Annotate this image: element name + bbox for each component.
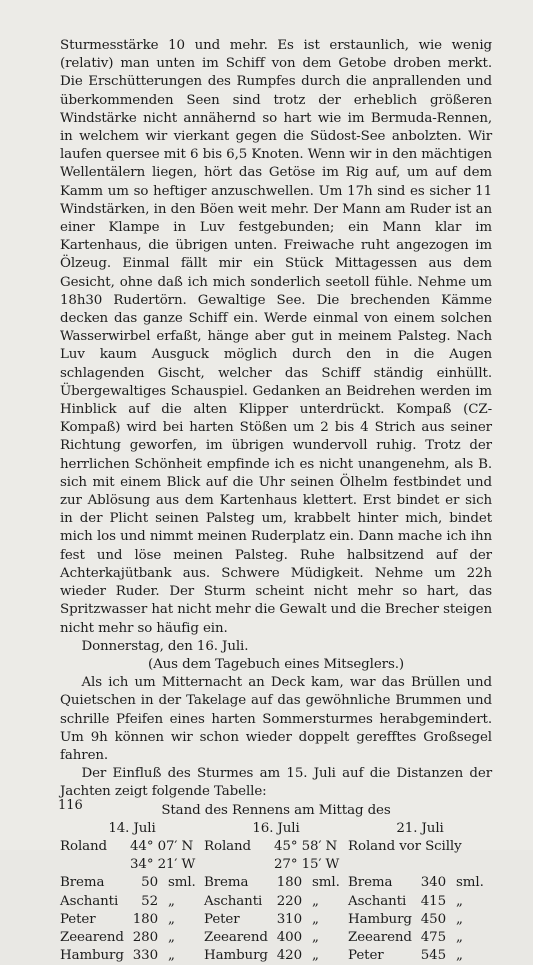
distance-unit: „ [456, 948, 463, 964]
yacht-name: Hamburg [60, 948, 124, 964]
distance-unit: sml. [312, 875, 340, 891]
distance-unit: „ [456, 893, 463, 909]
yacht-name: Brema [204, 875, 249, 891]
leader-name: Roland [204, 838, 252, 854]
yacht-name: Zeearend [204, 929, 268, 945]
table-row [60, 929, 492, 947]
leader-name: Roland vor Scilly [348, 838, 462, 854]
table-row-longitude [60, 856, 492, 874]
yacht-distance: 420 [276, 948, 303, 964]
leader-longitude: 27° 15′ W [274, 857, 340, 873]
paragraph-midnight: Als ich um Mitternacht an Deck kam, war das Brüllen und Quietschen in der Takelage auf das gewöhnliche Brummen und schrille Pfeifen eines harten Sommersturmes herabgemindert. Um 9h können wir schon wieder doppelt gerefftes Großsegel fahren. [60, 675, 492, 763]
table-date: 21. Juli [396, 820, 444, 836]
yacht-name: Peter [348, 948, 384, 964]
yacht-distance: 450 [420, 911, 447, 927]
yacht-distance: 280 [132, 929, 158, 945]
table-row-leader [60, 838, 492, 856]
paragraph-table-intro: Der Einfluß des Sturmes am 15. Juli auf die Distanzen der Jachten zeigt folgende Tabelle: [60, 766, 492, 800]
yacht-name: Zeearend [348, 929, 412, 945]
yacht-distance: 310 [276, 911, 303, 927]
leader-latitude: 45° 58′ N [274, 838, 338, 854]
table-row [60, 874, 492, 892]
race-table-title: Stand des Rennens am Mittag des [161, 802, 391, 818]
page-text [60, 37, 492, 965]
yacht-name: Hamburg [348, 911, 412, 927]
yacht-name: Zeearend [60, 929, 124, 945]
yacht-name: Brema [348, 875, 393, 891]
table-date: 16. Juli [252, 820, 300, 836]
distance-unit: sml. [456, 875, 484, 891]
leader-latitude: 44° 07′ N [130, 838, 194, 854]
distance-unit: „ [312, 948, 319, 964]
yacht-distance: 545 [420, 948, 447, 964]
distance-unit: „ [312, 911, 319, 927]
yacht-distance: 180 [276, 875, 303, 891]
diary-reference: (Aus dem Tagebuch eines Mitseglers.) [147, 656, 405, 672]
date-line: Donnerstag, den 16. Juli. [81, 638, 249, 654]
table-date: 14. Juli [108, 820, 156, 836]
race-standings-table [60, 820, 492, 965]
yacht-name: Peter [204, 911, 240, 927]
yacht-distance: 330 [132, 948, 158, 964]
distance-unit: „ [168, 929, 175, 945]
yacht-name: Peter [60, 911, 96, 927]
distance-unit: „ [456, 911, 463, 927]
distance-unit: „ [168, 911, 175, 927]
yacht-distance: 180 [132, 911, 158, 927]
distance-unit: „ [312, 929, 319, 945]
page-number: 116 [58, 798, 83, 813]
yacht-name: Aschanti [60, 893, 119, 909]
yacht-name: Brema [60, 875, 105, 891]
leader-longitude: 34° 21′ W [130, 857, 196, 873]
table-row-dates [60, 820, 492, 838]
leader-name: Roland [60, 838, 108, 854]
yacht-name: Aschanti [204, 893, 263, 909]
distance-unit: „ [168, 893, 175, 909]
paragraph-storm-log: Sturmesstärke 10 und mehr. Es ist erstaunlich, wie wenig (relativ) man unten im Schiff von dem Getobe droben merkt. Die Erschütterungen des Rumpfes durch die anprallenden und überkommenden Seen sind trotz der erheblich größeren Windstärke nicht annähernd so hart wie im Bermuda-Rennen, in welchem wir vierkant gegen die Südost-See anbolzten. Wir laufen quersee mit 6 bis 6,5 Knoten. Wenn wir in den mächtigen Wellentälern liegen, hört das Getöse im Rig auf, um auf dem Kamm um so heftiger anzuschwellen. Um 17h sind es sicher 11 Windstärken, in den Böen weit mehr. Der Mann am Ruder ist an einer Klampe in Luv festgebunden; ein Mann klar im Kartenhaus, die übrigen unten. Freiwache ruht angezogen im Ölzeug. Einmal fällt mir ein Stück Mittagessen aus dem Gesicht, ohne daß ich mich sonderlich seetoll fühle. Nehme um 18h30 Rudertörn. Gewaltige See. Die brechenden Kämme decken das ganze Schiff ein. Werde einmal von einem solchen Wasserwirbel erfaßt, hänge aber gut in meinem Palsteg. Nach Luv kaum Ausguck möglich durch den in die Augen schlagenden Gischt, welcher das Schiff ständig einhüllt. Übergewaltiges Schauspiel. Gedanken an Beidrehen werden im Hinblick auf die alten Klipper unterdrückt. Kompaß (CZ-Kompaß) wird bei harten Stößen um 2 bis 4 Strich aus seiner Richtung geworfen, im übrigen wundervoll ruhig. Trotz der herrlichen Schönheit empfinde ich es nicht unangenehm, als B. sich mit einem Blick auf die Uhr seinen Ölhelm festbindet und zur Ablösung aus dem Kartenhaus klettert. Erst bindet er sich in der Plicht seinen Palsteg um, krabbelt hinter mich, bindet mich los und nimmt meinen Ruderplatz ein. Dann mache ich ihn fest und löse meinen Palsteg. Ruhe halbsitzend auf der Achterkajütbank aus. Schwere Müdigkeit. Nehme um 22h wieder Ruder. Der Sturm scheint nicht mehr so hart, das Spritzwasser hat nicht mehr die Gewalt und die Brecher steigen nicht mehr so häufig ein. [60, 38, 492, 636]
yacht-distance: 340 [420, 875, 447, 891]
table-row [60, 947, 492, 965]
distance-unit: sml. [168, 875, 196, 891]
distance-unit: „ [456, 929, 463, 945]
table-row [60, 911, 492, 929]
race-rows [60, 874, 492, 965]
yacht-name: Hamburg [204, 948, 268, 964]
yacht-distance: 475 [420, 929, 447, 945]
yacht-distance: 400 [276, 929, 303, 945]
distance-unit: „ [168, 948, 175, 964]
yacht-distance: 220 [276, 893, 303, 909]
distance-unit: „ [312, 893, 319, 909]
yacht-name: Aschanti [348, 893, 407, 909]
yacht-distance: 50 [141, 875, 158, 891]
yacht-distance: 52 [141, 893, 158, 909]
table-row [60, 893, 492, 911]
yacht-distance: 415 [420, 893, 447, 909]
